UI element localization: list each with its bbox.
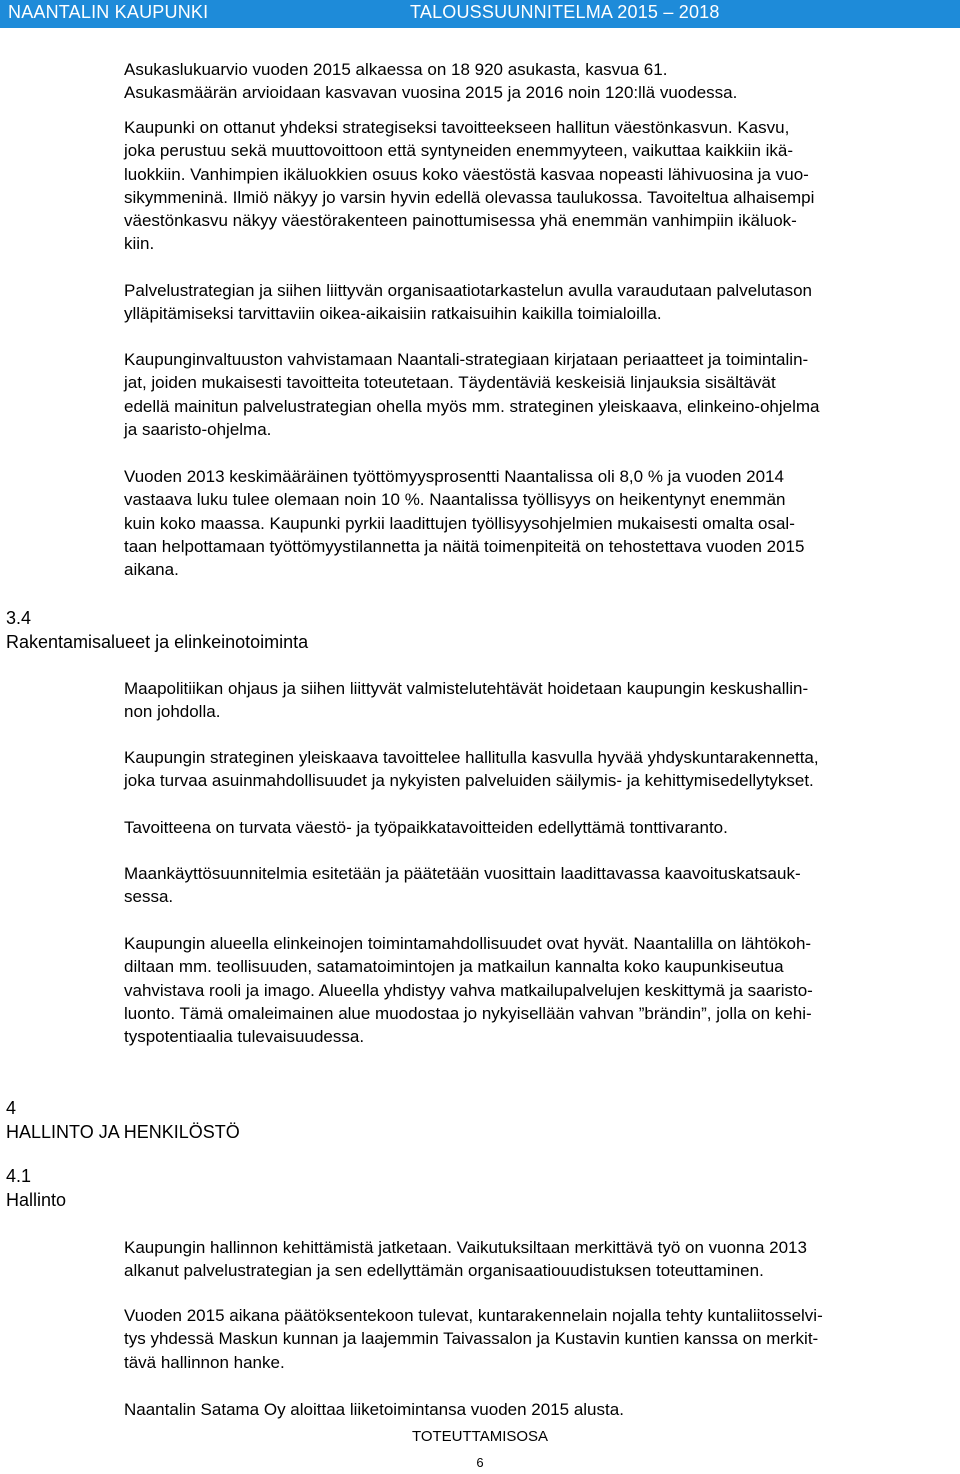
paragraph-administration-development: Kaupungin hallinnon kehittämistä jatketaan. Vaikutuksiltaan merkittävä työ on vuonna 2013 alkanut palvelustrategian ja sen edellyttämän organisaatiouudistuksen toteuttaminen. <box>124 1238 807 1281</box>
paragraph-naantali-strategy: Kaupunginvaltuuston vahvistamaan Naantali-strategiaan kirjataan periaatteet ja toimintalin- jat, joiden mukaisesti tavoitteita toteutetaan. Täydentäviä keskeisiä linjauksia sisältävät edellä mainitun palvelustrategian ohella myös mm. strateginen yleiskaava, elinkeino-ohjelma ja saaristo-ohjelma. <box>124 350 820 439</box>
paragraph-business-opportunities: Kaupungin alueella elinkeinojen toimintamahdollisuudet ovat hyvät. Naantalilla on lähtökoh- diltaan mm. teollisuuden, satamatoimintojen ja matkailun kannalta koko kaupunkiseutua vahvistava rooli ja imago. Alueella yhdistyy vahva matkailupalvelujen keskittymä ja saaristo- luonto. Tämä omaleimainen alue muodostaa jo nykyisellään vahvan ”brändin”, jolla on kehi- tyspotentiaalia tulevaisuudessa. <box>124 934 813 1047</box>
paragraph-population-estimate: Asukaslukuarvio vuoden 2015 alkaessa on 18 920 asukasta, kasvua 61. Asukasmäärän arvioidaan kasvavan vuosina 2015 ja 2016 noin 120:llä vuodessa. <box>124 60 738 103</box>
section-heading-4: 4 HALLINTO JA HENKILÖSTÖ <box>6 1098 240 1142</box>
header-document-title: TALOUSSUUNNITELMA 2015 – 2018 <box>410 2 720 22</box>
paragraph-land-policy: Maapolitiikan ohjaus ja siihen liittyvät valmistelutehtävät hoidetaan kaupungin keskushallin- non johdolla. <box>124 679 809 722</box>
header-organization: NAANTALIN KAUPUNKI <box>8 2 209 22</box>
paragraph-plot-reserve: Tavoitteena on turvata väestö- ja työpaikkatavoitteiden edellyttämä tonttivaranto. <box>124 818 728 837</box>
footer-section-label: TOTEUTTAMISOSA <box>411 1428 549 1445</box>
paragraph-population-growth: Kaupunki on ottanut yhdeksi strategiseksi tavoitteekseen hallitun väestönkasvun. Kasvu, joka perustuu sekä muuttovoittoon että syntyneiden enemmyyteen, vaikuttaa kaikkiin ikä- luokkiin. Vanhimpien ikäluokkien osuus koko väestöstä kasvaa nopeasti lähivuosina ja vuo- sikymmeninä. Ilmiö näkyy jo varsin hyvin edellä olevassa taulukossa. Tavoiteltua alhaisempi väestönkasvu näkyy väestörakenteen painottumisessa yhä enemmän vanhimpiin ikäluok- kiin. <box>124 118 815 254</box>
section-heading-3-4: 3.4 Rakentamisalueet ja elinkeinotoiminta <box>6 608 309 652</box>
paragraph-unemployment: Vuoden 2013 keskimääräinen työttömyysprosentti Naantalissa oli 8,0 % ja vuoden 2014 vastaava luku tulee olemaan noin 10 %. Naantalissa työllisyys on heikentynyt enemmän kuin koko maassa. Kaupunki pyrkii laadittujen työllisyysohjelmien mukaisesti omalta osal- taan helpottamaan työttömyystilannetta ja näitä toimenpiteitä on tehostettava vuoden 2015 aikana. <box>124 467 805 580</box>
page-header <box>0 0 960 28</box>
page-number: 6 <box>476 1455 484 1470</box>
paragraph-service-strategy: Palvelustrategian ja siihen liittyvän organisaatiotarkastelun avulla varaudutaan palvelutason ylläpitämiseksi tarvittaviin oikea-aikaisiin ratkaisuihin kaikilla toimialoilla. <box>124 281 812 324</box>
section-heading-4-1: 4.1 Hallinto <box>6 1166 67 1210</box>
paragraph-land-use-plans: Maankäyttösuunnitelmia esitetään ja päätetään vuosittain laadittavassa kaavoituskatsauk- sessa. <box>124 864 801 907</box>
paragraph-harbour-company: Naantalin Satama Oy aloittaa liiketoimintansa vuoden 2015 alusta. <box>124 1400 624 1419</box>
paragraph-municipal-merger-study: Vuoden 2015 aikana päätöksentekoon tulevat, kuntarakennelain nojalla tehty kuntaliitosselvi- tys yhdessä Maskun kunnan ja laajemmin Taivassalon ja Kustavin kuntien kanssa on merkit- tävä hallinnon hanke. <box>124 1306 823 1372</box>
paragraph-master-plan: Kaupungin strateginen yleiskaava tavoittelee hallitulla kasvulla hyvää yhdyskuntarakennetta, joka turvaa asuinmahdollisuudet ja nykyisten palveluiden säilymis- ja kehittymisedellytykset. <box>124 748 819 791</box>
